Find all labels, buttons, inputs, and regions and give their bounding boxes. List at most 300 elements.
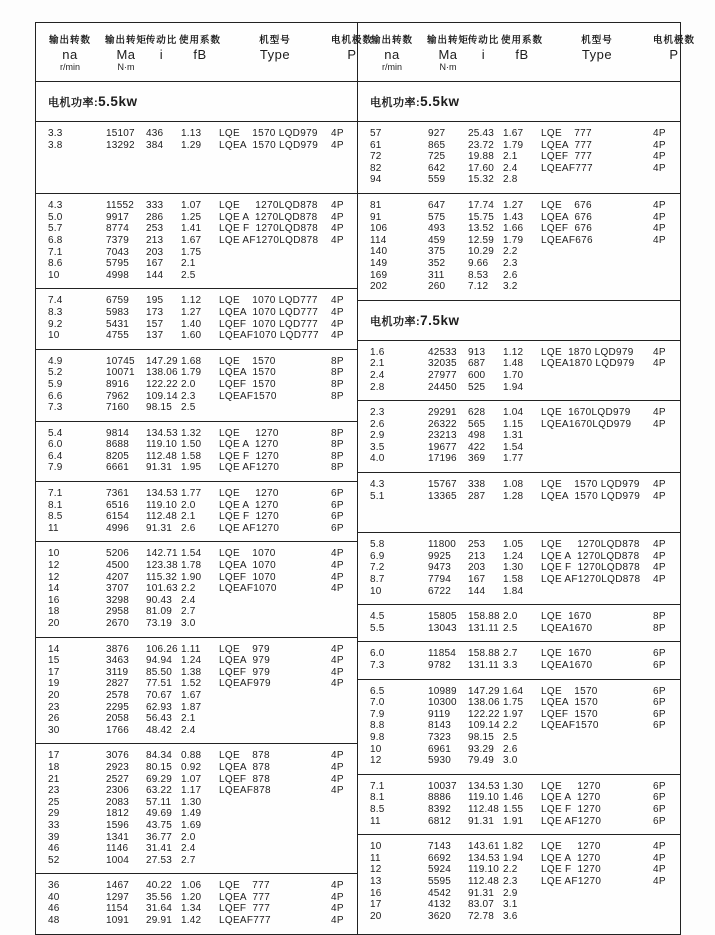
cell-i: 19.88	[468, 151, 495, 163]
cell-na: 7.1	[48, 246, 63, 258]
cell-fb: 1.43	[503, 211, 524, 223]
cell-i: 286	[146, 211, 164, 223]
cell-type: LQEF 1570	[541, 708, 598, 720]
cell-na: 3.8	[48, 139, 63, 151]
cell-type	[219, 713, 331, 725]
cell-na: 11	[48, 522, 59, 534]
cell-na: 29	[48, 808, 60, 820]
motor-power-value: 5.5kw	[98, 94, 138, 109]
cell-p	[331, 702, 357, 714]
table-row	[358, 648, 680, 660]
cell-type: LQE AF1270LQD878	[541, 574, 641, 586]
cell-i: 195	[146, 295, 164, 307]
cell-type: LQE A 1270	[541, 792, 601, 804]
cell-p	[653, 911, 680, 923]
table-row	[358, 864, 680, 876]
column-label-cn: 电机极数	[653, 35, 696, 46]
cell-p	[331, 595, 357, 607]
table-row	[36, 618, 357, 630]
cell-i: 77.51	[146, 678, 173, 690]
table-row	[358, 660, 680, 672]
cell-i: 158.88	[468, 611, 500, 623]
table-panel-left	[36, 23, 374, 934]
column-header-type	[541, 34, 653, 73]
table-row	[358, 140, 680, 152]
column-label-cn: 输出转数	[48, 35, 91, 46]
column-symbol: na	[62, 47, 78, 62]
cell-i: 35.56	[146, 891, 173, 903]
cell-ma: 2578	[106, 689, 130, 701]
cell-na: 7.0	[370, 697, 385, 709]
cell-na: 106	[370, 223, 388, 235]
cell-type	[219, 606, 331, 618]
cell-ma: 1596	[106, 819, 130, 831]
cell-na: 20	[370, 910, 382, 922]
cell-ma: 9917	[106, 211, 130, 223]
cell-na: 19	[48, 678, 60, 690]
cell-na: 11	[370, 852, 381, 864]
cell-i: 157	[146, 318, 164, 330]
cell-na: 6.6	[48, 390, 63, 402]
cell-type: LQEA 979	[219, 655, 271, 667]
cell-p: 6P	[331, 488, 344, 500]
cell-p: 4P	[331, 560, 344, 572]
gear-ratio-block	[358, 642, 680, 679]
cell-i: 98.15	[468, 731, 495, 743]
cell-p: 4P	[653, 346, 666, 358]
cell-fb: 1.24	[503, 550, 524, 562]
cell-ma: 3620	[428, 910, 452, 922]
cell-i: 25.43	[468, 128, 495, 139]
cell-type	[219, 402, 331, 414]
cell-ma: 8143	[428, 720, 452, 732]
column-label-cn: 使用系数	[501, 35, 544, 46]
cell-ma: 6722	[428, 585, 452, 597]
table-row	[358, 128, 680, 140]
cell-i: 287	[468, 490, 486, 502]
cell-type	[541, 911, 653, 923]
gear-ratio-block	[358, 605, 680, 642]
cell-na: 10	[48, 330, 60, 342]
cell-type	[219, 270, 331, 282]
cell-na: 25	[48, 796, 60, 808]
cell-type: LQEAF676	[541, 234, 593, 246]
column-symbol: Ma	[438, 47, 458, 62]
cell-i: 119.10	[146, 499, 178, 511]
table-row	[36, 462, 357, 474]
cell-ma: 9925	[428, 550, 452, 562]
cell-na: 5.7	[48, 223, 63, 235]
cell-ma: 24450	[428, 381, 457, 393]
cell-ma: 6692	[428, 852, 452, 864]
cell-p: 4P	[653, 407, 666, 419]
cell-p: 6P	[331, 522, 344, 534]
cell-i: 138.06	[146, 367, 178, 379]
table-row	[358, 258, 680, 270]
cell-p: 4P	[653, 490, 666, 502]
cell-type: LQEF 1570	[219, 378, 276, 390]
cell-p: 4P	[331, 548, 344, 560]
cell-i: 31.64	[146, 903, 173, 915]
cell-na: 23	[48, 785, 60, 797]
cell-na: 6.4	[48, 450, 63, 462]
cell-i: 119.10	[468, 864, 500, 876]
cell-type: LQEF 777	[219, 903, 271, 915]
cell-ma: 15107	[106, 128, 135, 139]
cell-type: LQE 878	[219, 750, 270, 762]
table-row	[36, 915, 357, 927]
table-row	[36, 270, 357, 282]
cell-fb: 1.42	[181, 915, 202, 927]
cell-i: 142.71	[146, 548, 178, 560]
table-row	[36, 402, 357, 414]
table-row	[36, 511, 357, 523]
cell-ma: 13292	[106, 139, 135, 151]
cell-na: 11	[370, 815, 381, 827]
table-row	[36, 903, 357, 915]
cell-i: 147.29	[468, 685, 500, 697]
cell-p: 6P	[653, 815, 666, 827]
cell-ma: 2295	[106, 701, 130, 713]
cell-fb: 1.58	[503, 574, 524, 586]
cell-ma: 5206	[106, 548, 130, 560]
cell-type	[219, 843, 331, 855]
cell-fb: 1.67	[181, 234, 202, 246]
cell-ma: 6516	[106, 499, 130, 511]
cell-i: 131.11	[468, 622, 500, 634]
table-row	[36, 330, 357, 342]
column-unit: N·m	[117, 62, 135, 72]
cell-na: 4.3	[48, 200, 63, 212]
cell-ma: 1297	[106, 891, 130, 903]
cell-na: 6.5	[370, 685, 385, 697]
cell-type: LQEA 1070	[219, 560, 276, 572]
cell-na: 39	[48, 831, 60, 843]
cell-i: 109.14	[146, 390, 178, 402]
cell-ma: 8916	[106, 378, 130, 390]
cell-p	[331, 247, 357, 259]
cell-na: 12	[48, 560, 60, 572]
cell-na: 140	[370, 246, 388, 258]
cell-na: 61	[370, 139, 382, 151]
cell-na: 33	[48, 819, 60, 831]
gear-ratio-block	[358, 533, 680, 605]
column-symbol: fB	[515, 47, 529, 62]
cell-i: 98.15	[146, 402, 173, 414]
table-row	[36, 762, 357, 774]
cell-type	[219, 820, 331, 832]
cell-type: LQEF 777	[541, 151, 593, 163]
cell-p: 4P	[331, 891, 344, 903]
cell-type: LQEA 1570	[219, 367, 276, 379]
cell-na: 8.6	[48, 258, 63, 270]
cell-type	[219, 690, 331, 702]
cell-na: 169	[370, 269, 388, 281]
cell-type: LQE 676	[541, 199, 592, 211]
cell-na: 48	[48, 915, 60, 927]
cell-ma: 1004	[106, 854, 130, 866]
cell-type: LQE AF1270	[219, 462, 280, 474]
cell-i: 57.11	[146, 796, 172, 808]
cell-fb: 1.54	[503, 441, 524, 453]
cell-ma: 2083	[106, 796, 130, 808]
cell-na: 6.8	[48, 234, 63, 246]
cell-na: 149	[370, 257, 388, 269]
cell-fb: 1.38	[181, 666, 202, 678]
cell-fb: 1.15	[503, 418, 524, 430]
cell-na: 9.2	[48, 318, 63, 330]
cell-i: 137	[146, 330, 164, 342]
cell-na: 10	[370, 841, 382, 853]
cell-na: 12	[370, 755, 382, 767]
table-row	[36, 583, 357, 595]
table-row	[358, 562, 680, 574]
table-row	[358, 270, 680, 282]
cell-ma: 459	[428, 234, 446, 246]
cell-na: 2.6	[370, 418, 385, 430]
cell-i: 36.77	[146, 831, 173, 843]
table-row	[36, 488, 357, 500]
cell-ma: 1812	[106, 808, 130, 820]
cell-type: LQEAF1570	[541, 720, 599, 732]
cell-i: 23.72	[468, 139, 495, 151]
cell-i: 144	[146, 269, 164, 281]
cell-i: 43.75	[146, 819, 173, 831]
table-row	[36, 713, 357, 725]
table-row	[358, 744, 680, 756]
cell-ma: 311	[428, 269, 445, 281]
cell-fb: 1.05	[503, 539, 524, 551]
table-row	[36, 523, 357, 535]
cell-i: 143.61	[468, 841, 500, 853]
table-row	[36, 880, 357, 892]
cell-ma: 2958	[106, 606, 130, 618]
cell-i: 31.41	[146, 843, 173, 855]
cell-ma: 7962	[106, 390, 130, 402]
cell-p: 4P	[653, 875, 666, 887]
cell-p	[653, 899, 680, 911]
gear-ratio-block	[36, 289, 357, 349]
cell-i: 134.53	[146, 427, 178, 439]
cell-fb: 1.87	[181, 701, 202, 713]
table-row	[358, 174, 680, 186]
cell-i: 122.22	[146, 378, 178, 390]
column-header-ma	[106, 34, 146, 73]
cell-ma: 15805	[428, 611, 457, 623]
table-row	[358, 686, 680, 698]
cell-p: 8P	[331, 439, 344, 451]
cell-fb: 2.4	[503, 162, 518, 174]
cell-type	[541, 732, 653, 744]
cell-p: 4P	[331, 678, 344, 690]
cell-na: 81	[370, 199, 382, 211]
cell-p: 4P	[331, 128, 344, 139]
cell-fb: 1.40	[181, 318, 202, 330]
cell-fb: 1.79	[181, 367, 202, 379]
cell-type: LQE A 1270	[219, 439, 279, 451]
cell-i: 15.75	[468, 211, 495, 223]
cell-fb: 2.7	[181, 854, 196, 866]
cell-i: 56.43	[146, 713, 173, 725]
cell-na: 6.0	[48, 439, 63, 451]
cell-fb: 2.9	[503, 887, 518, 899]
table-row	[358, 709, 680, 721]
gear-ratio-block	[358, 680, 680, 775]
cell-type: LQE F 1270	[541, 864, 601, 876]
cell-type: LQEA 676	[541, 211, 593, 223]
table-row	[36, 319, 357, 331]
cell-p: 4P	[331, 211, 344, 223]
cell-ma: 32035	[428, 358, 457, 370]
cell-ma: 6961	[428, 743, 452, 755]
cell-type: LQE 1570	[219, 355, 276, 367]
table-row	[358, 697, 680, 709]
gear-ratio-block	[36, 482, 357, 542]
cell-i: 436	[146, 128, 164, 139]
cell-na: 6.0	[370, 648, 385, 660]
cell-ma: 8205	[106, 450, 130, 462]
cell-fb: 1.30	[503, 780, 524, 792]
cell-type: LQEA 1570	[541, 697, 598, 709]
cell-ma: 493	[428, 223, 446, 235]
cell-na: 94	[370, 174, 382, 186]
cell-p: 4P	[331, 880, 344, 892]
table-row	[358, 720, 680, 732]
cell-ma: 15767	[428, 479, 457, 491]
table-row	[36, 572, 357, 584]
cell-p: 4P	[331, 643, 344, 655]
cell-type	[541, 442, 653, 454]
table-row	[358, 479, 680, 491]
cell-type: LQE AF1270	[541, 815, 602, 827]
cell-na: 17	[48, 750, 60, 762]
cell-type	[541, 888, 653, 900]
cell-fb: 1.79	[503, 139, 524, 151]
cell-p	[653, 586, 680, 598]
cell-na: 72	[370, 151, 382, 163]
cell-p: 4P	[331, 761, 344, 773]
cell-i: 81.09	[146, 606, 173, 618]
cell-p	[653, 174, 680, 186]
cell-type: LQE F 1270	[541, 803, 601, 815]
cell-na: 23	[48, 701, 60, 713]
column-label-cn: 机型号	[259, 35, 291, 46]
cell-fb: 2.1	[503, 151, 518, 163]
cell-na: 202	[370, 281, 388, 293]
cell-type: LQE A 1270LQD878	[541, 550, 640, 562]
cell-type: LQEAF878	[219, 785, 271, 797]
cell-fb: 1.79	[503, 234, 524, 246]
cell-fb: 2.0	[181, 499, 196, 511]
cell-na: 7.9	[370, 708, 385, 720]
cell-i: 115.32	[146, 571, 178, 583]
table-row	[36, 595, 357, 607]
cell-fb: 1.28	[503, 490, 524, 502]
column-symbol: Type	[581, 47, 613, 62]
gear-ratio-block	[358, 194, 680, 301]
cell-na: 8.1	[48, 499, 63, 511]
cell-ma: 642	[428, 162, 446, 174]
cell-ma: 5431	[106, 318, 130, 330]
cell-ma: 7323	[428, 731, 452, 743]
cell-p	[653, 246, 680, 258]
cell-type	[541, 430, 653, 442]
cell-ma: 7361	[106, 488, 130, 500]
cell-ma: 6154	[106, 511, 130, 523]
cell-ma: 1154	[106, 903, 129, 915]
column-header-fb	[179, 34, 222, 73]
cell-fb: 1.77	[503, 453, 524, 465]
table-row	[358, 212, 680, 224]
cell-p: 4P	[653, 211, 666, 223]
cell-type: LQE 1270	[219, 488, 279, 500]
cell-p	[331, 270, 357, 282]
cell-p: 6P	[653, 685, 666, 697]
table-row	[36, 678, 357, 690]
cell-p	[331, 797, 357, 809]
cell-i: 72.78	[468, 910, 495, 922]
cell-p: 4P	[331, 915, 344, 927]
cell-fb: 2.1	[181, 511, 196, 523]
cell-ma: 9782	[428, 660, 452, 671]
cell-p: 6P	[653, 780, 666, 792]
cell-na: 5.5	[370, 622, 385, 634]
motor-power-value: 5.5kw	[420, 94, 460, 109]
table-row	[36, 367, 357, 379]
cell-p: 6P	[653, 720, 666, 732]
cell-fb: 2.3	[503, 875, 518, 887]
cell-na: 30	[48, 724, 60, 736]
cell-i: 134.53	[468, 780, 500, 792]
cell-fb: 2.0	[181, 831, 196, 843]
cell-fb: 2.5	[181, 269, 196, 281]
cell-p: 4P	[653, 418, 666, 430]
cell-na: 12	[370, 864, 382, 876]
cell-ma: 11552	[106, 200, 135, 212]
cell-ma: 1341	[106, 831, 130, 843]
cell-p: 6P	[653, 708, 666, 720]
cell-fb: 1.82	[503, 841, 524, 853]
cell-fb: 3.1	[503, 899, 518, 911]
cell-ma: 5924	[428, 864, 452, 876]
cell-ma: 7143	[428, 841, 452, 853]
cell-p	[653, 382, 680, 394]
table-row	[358, 888, 680, 900]
cell-p: 8P	[331, 367, 344, 379]
cell-type: LQEAF1570	[219, 390, 277, 402]
table-row	[36, 500, 357, 512]
table-row	[358, 586, 680, 598]
cell-ma: 8774	[106, 223, 130, 235]
cell-ma: 3076	[106, 750, 130, 762]
cell-type: LQE AF1270LQD878	[219, 234, 319, 246]
cell-fb: 1.11	[181, 643, 201, 655]
cell-i: 17.74	[468, 199, 495, 211]
cell-na: 5.0	[48, 211, 63, 223]
table-row	[358, 876, 680, 888]
table-row	[358, 235, 680, 247]
cell-type: LQE 1270	[541, 841, 601, 853]
cell-ma: 375	[428, 246, 446, 258]
column-header-row	[36, 23, 374, 82]
cell-fb: 0.92	[181, 761, 202, 773]
cell-p	[331, 808, 357, 820]
cell-i: 203	[146, 246, 164, 258]
cell-i: 69.29	[146, 773, 173, 785]
cell-fb: 1.67	[503, 128, 524, 139]
cell-ma: 10071	[106, 367, 135, 379]
cell-type	[541, 258, 653, 270]
